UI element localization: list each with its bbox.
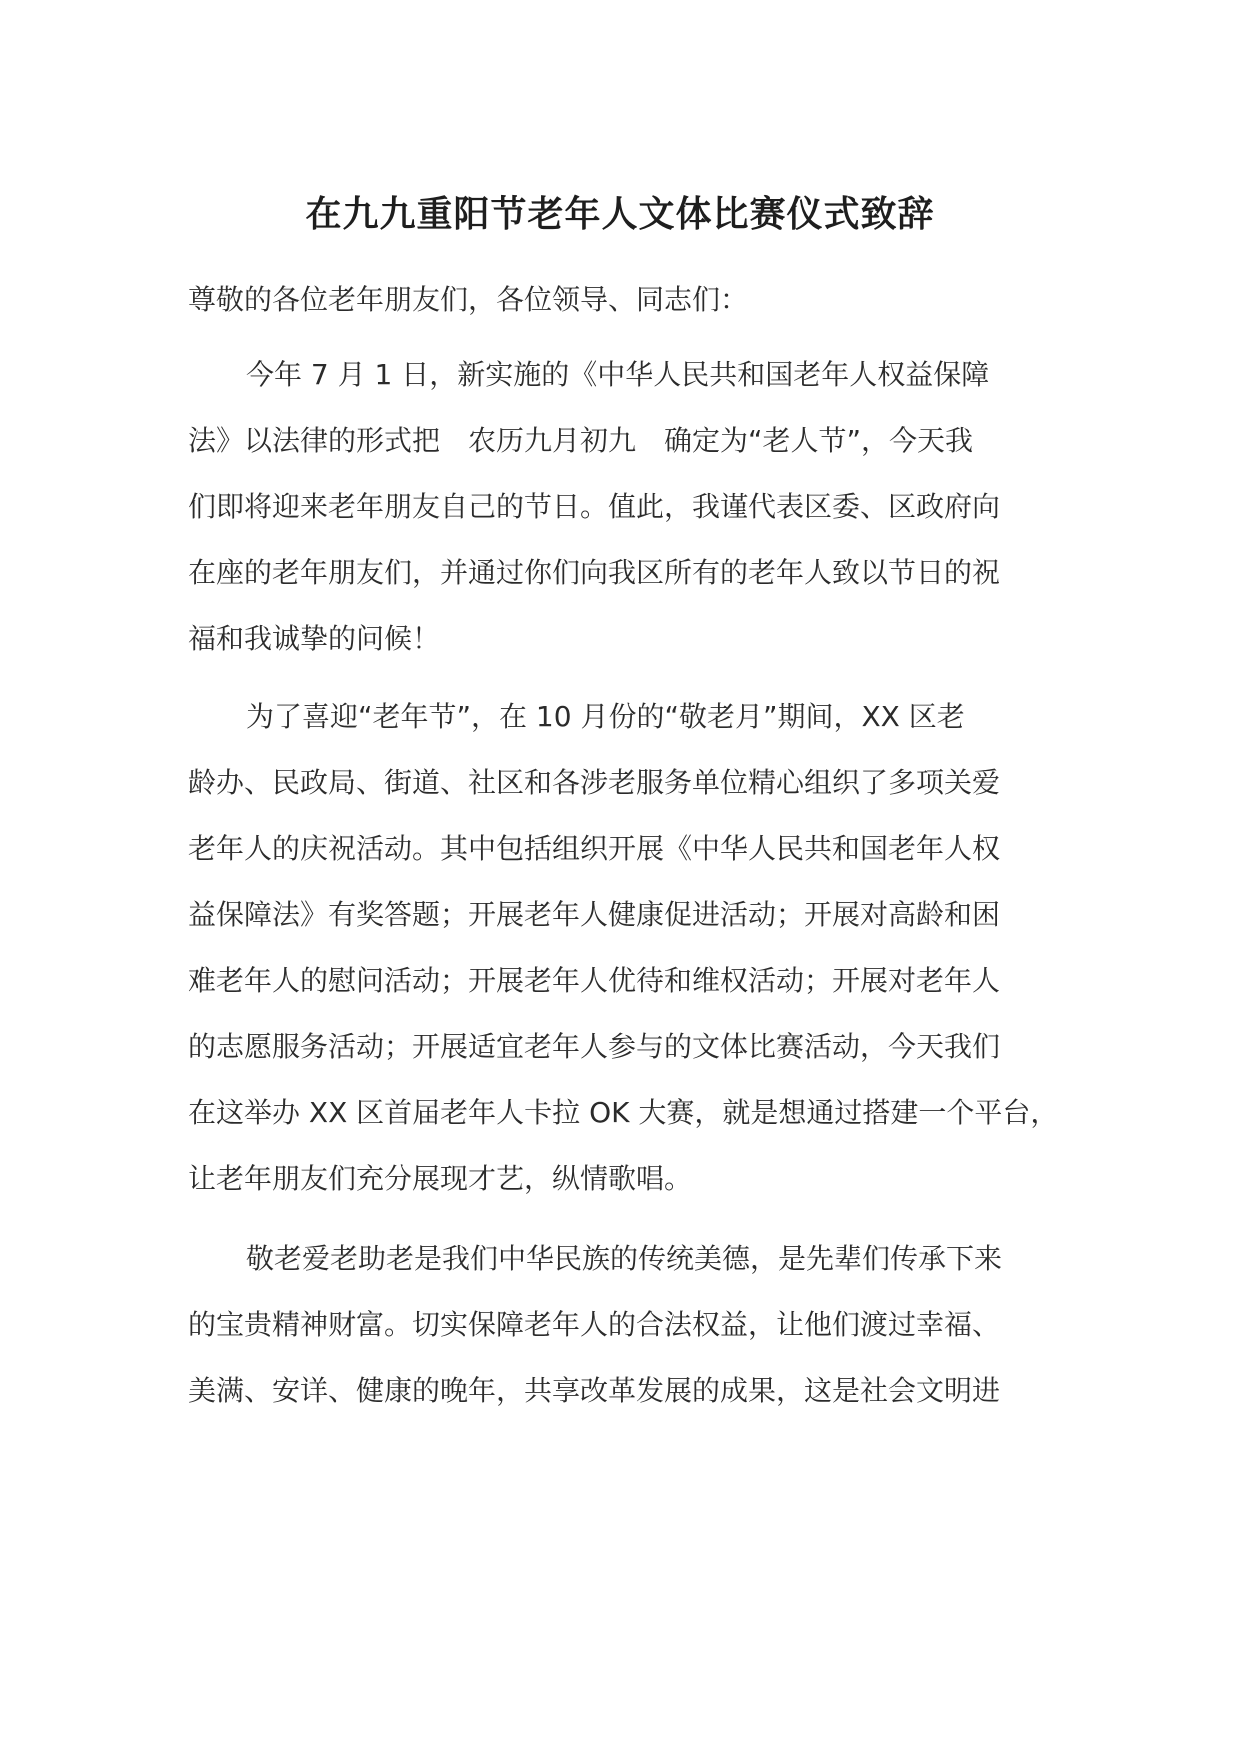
paragraph-3-line-3: 美满、安详、健康的晚年，共享改革发展的成果，这是社会文明进: [188, 1374, 1001, 1407]
paragraph-2-line-3: 老年人的庆祝活动。其中包括组织开展《中华人民共和国老年人权: [188, 832, 1001, 865]
salutation-line: 尊敬的各位老年朋友们，各位领导、同志们：: [188, 283, 749, 316]
paragraph-2-line-5: 难老年人的慰问活动；开展老年人优待和维权活动；开展对老年人: [188, 964, 1001, 997]
paragraph-2-line-8: 让老年朋友们充分展现才艺，纵情歌唱。: [188, 1162, 693, 1195]
paragraph-1-line-1: 今年 7 月 1 日，新实施的《中华人民共和国老年人权益保障: [246, 358, 990, 391]
paragraph-2-line-4: 益保障法》有奖答题；开展老年人健康促进活动；开展对高龄和困: [188, 898, 1001, 931]
paragraph-2-line-6: 的志愿服务活动；开展适宜老年人参与的文体比赛活动，今天我们: [188, 1030, 1001, 1063]
paragraph-1-line-2: 法》以法律的形式把 农历九月初九 确定为“老人节”，今天我: [188, 424, 974, 457]
paragraph-1-line-3: 们即将迎来老年朋友自己的节日。值此，我谨代表区委、区政府向: [188, 490, 1001, 523]
paragraph-1-line-5: 福和我诚挚的问候！: [188, 622, 441, 655]
paragraph-1-line-4: 在座的老年朋友们，并通过你们向我区所有的老年人致以节日的祝: [188, 556, 1001, 589]
paragraph-3-line-2: 的宝贵精神财富。切实保障老年人的合法权益，让他们渡过幸福、: [188, 1308, 1001, 1341]
paragraph-2-line-1: 为了喜迎“老年节”，在 10 月份的“敬老月”期间，XX 区老: [246, 700, 965, 733]
document-title: 在九九重阳节老年人文体比赛仪式致辞: [305, 193, 935, 235]
paragraph-2-line-7: 在这举办 XX 区首届老年人卡拉 OK 大赛，就是想通过搭建一个平台，: [188, 1096, 1059, 1129]
paragraph-2-line-2: 龄办、民政局、街道、社区和各涉老服务单位精心组织了多项关爱: [188, 766, 1001, 799]
paragraph-3-line-1: 敬老爱老助老是我们中华民族的传统美德，是先辈们传承下来: [246, 1242, 1003, 1275]
